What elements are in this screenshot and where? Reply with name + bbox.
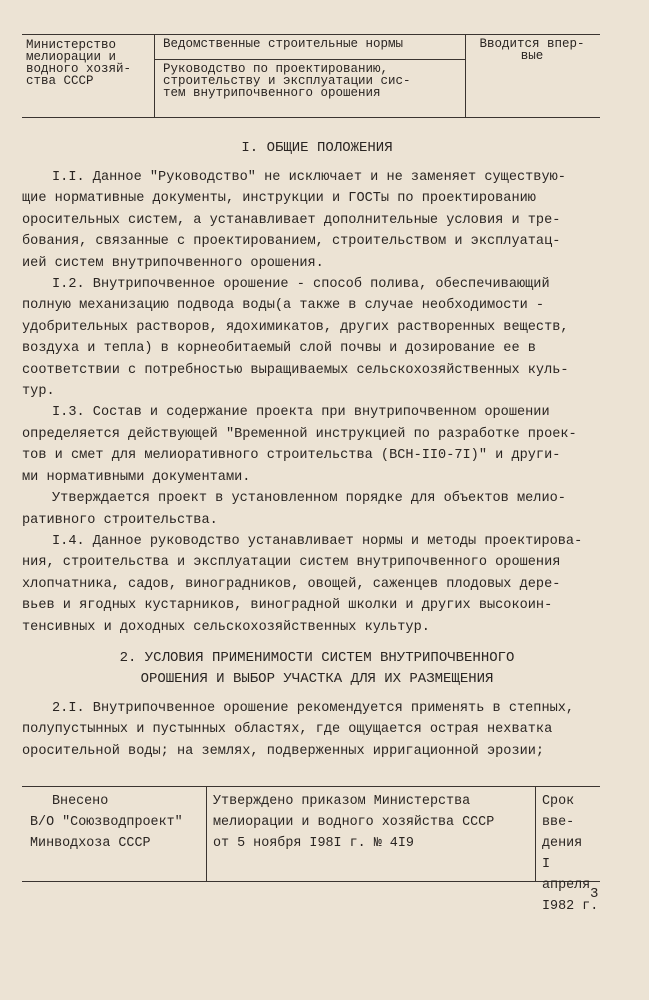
paragraph-line: вьев и ягодных кустарников, виноградной школки и других высокоин-: [22, 598, 553, 614]
paragraph-line: I.4. Данное руководство устанавливает нормы и методы проектирова-: [52, 533, 583, 549]
paragraph-line: удобрительных растворов, ядохимикатов, других растворенных веществ,: [22, 319, 569, 335]
document-title: Руководство по проектированию, строительству и эксплуатации сис- тем внутрипочвенного орошения: [163, 62, 411, 100]
header-table: [22, 34, 600, 118]
paragraph-line: воздуха и тепла) в корнеобитаемый слой почвы и дозирование ее в: [22, 341, 536, 357]
paragraph-line: тов и смет для мелиоративного строительства (ВСН-II0-7I)" и други-: [22, 448, 561, 464]
paragraph-line: полную механизацию подвода воды(а также в случае необходимости -: [22, 298, 545, 314]
footer-table: [22, 786, 600, 914]
paragraph-line: 2.I. Внутрипочвенное орошение рекомендуется применять в степных,: [52, 700, 575, 716]
paragraph-line: оросительных систем, а устанавливает дополнительные условия и тре-: [22, 212, 561, 228]
paragraph-line: бования, связанные с проектированием, строительством и эксплуатац-: [22, 234, 561, 250]
header-title-cell: [155, 35, 466, 117]
paragraph-line: I.3. Состав и содержание проекта при внутрипочвенном орошении: [52, 405, 550, 421]
paragraph-line: полупустынных и пустынных областях, где ощущается острая нехватка: [22, 722, 553, 738]
page-number: 3: [590, 886, 599, 902]
section-2-heading: ОРОШЕНИЯ И ВЫБОР УЧАСТКА ДЛЯ ИХ РАЗМЕЩЕНИЯ: [140, 670, 494, 687]
paragraph-line: определяется действующей "Временной инструкцией по разработке проек-: [22, 426, 577, 442]
paragraph-line: оросительной воды; на землях, подверженных ирригационной эрозии;: [22, 743, 545, 759]
body-text: [22, 138, 612, 762]
paragraph-line: ния, строительства и эксплуатации систем внутрипочвенного орошения: [22, 555, 561, 571]
approval-cell: Утверждено приказом Министерства мелиорации и водного хозяйства СССР от 5 ноября I98I г. № 4I9: [207, 787, 536, 881]
paragraph-line: тур.: [22, 384, 55, 400]
status-text: Вводится впер- вые: [479, 37, 585, 63]
header-ministry-cell: [22, 35, 155, 117]
paragraph-line: тенсивных и доходных сельскохозяйственных культур.: [22, 619, 430, 635]
paragraph-line: I.2. Внутрипочвенное орошение - способ полива, обеспечивающий: [52, 277, 550, 293]
paragraph-line: хлопчатника, садов, виноградников, овощей, саженцев плодовых дере-: [22, 576, 561, 592]
paragraph-line: ми нормативными документами.: [22, 469, 251, 485]
paragraph-line: ией систем внутрипочвенного орошения.: [22, 255, 324, 271]
effective-date-cell: Срок вве- дения I апреля I982 г.: [542, 794, 599, 914]
paragraph-line: Утверждается проект в установленном порядке для объектов мелио-: [52, 491, 566, 507]
paragraph-line: I.I. Данное "Руководство" не исключает и не заменяет существую-: [52, 170, 566, 185]
paragraph-line: щие нормативные документы, инструкции и ГОСТы по проектированию: [22, 191, 536, 207]
section-1-heading: I. ОБЩИЕ ПОЛОЖЕНИЯ: [241, 140, 393, 156]
header-status-cell: [466, 35, 600, 117]
paragraph-line: соответствии с потребностью выращиваемых сельскохозяйственных куль-: [22, 362, 569, 378]
paragraph-line: ративного строительства.: [22, 512, 218, 528]
ministry-name: Министерство мелиорации и водного хозяй- ства СССР: [26, 38, 132, 88]
norms-label: Ведомственные строительные нормы: [163, 37, 404, 51]
introduced-by-cell: Внесено В/О "Союзводпроект" Минводхоза СССР: [22, 787, 207, 881]
section-2-heading: 2. УСЛОВИЯ ПРИМЕНИМОСТИ СИСТЕМ ВНУТРИПОЧВЕННОГО: [119, 649, 515, 666]
